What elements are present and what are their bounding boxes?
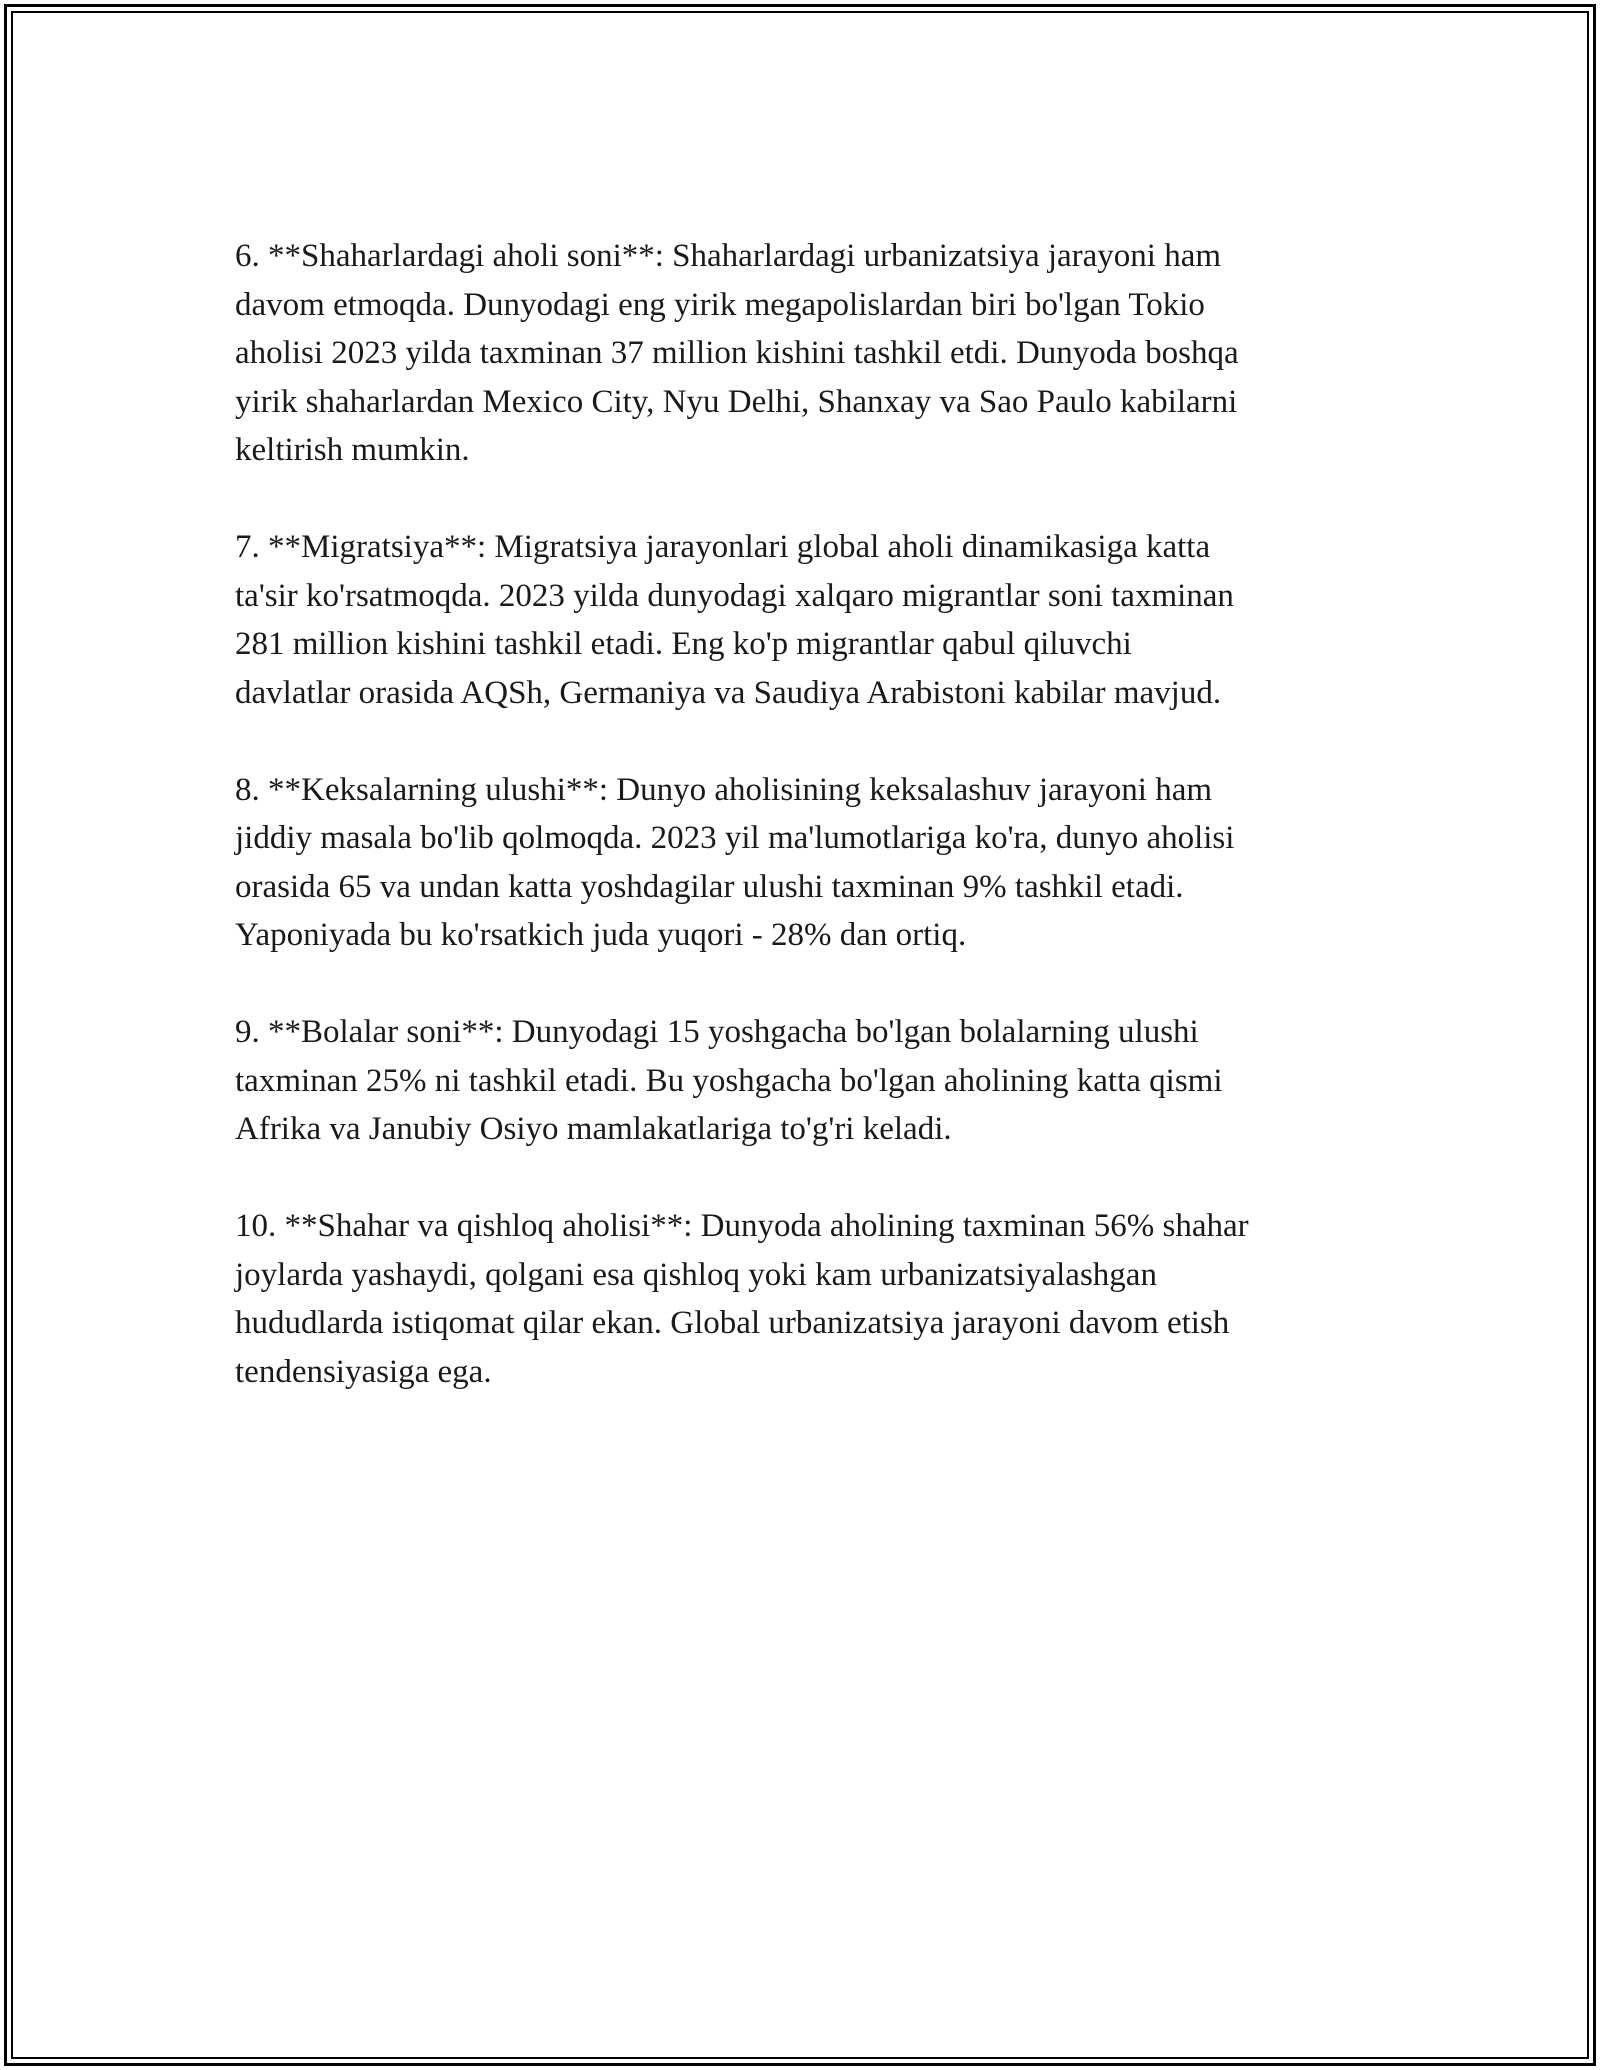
paragraph-children-count: 9. **Bolalar soni**: Dunyodagi 15 yoshgacha bo'lgan bolalarning ulushi taxminan 25% ni tashkil etadi. Bu yoshgacha bo'lgan aholining katta qismi Afrika va Janubiy Osiyo mamlakatlariga to'g'ri keladi. [235,1014,1223,1147]
paragraph-urban-rural-population: 10. **Shahar va qishloq aholisi**: Dunyoda aholining taxminan 56% shahar joylarda yashaydi, qolgani esa qishloq yoki kam urbanizatsiyalashgan hududlarda istiqomat qilar ekan. Global urbanizatsiya jarayoni davom etish tendensiyasiga ega. [235,1208,1249,1390]
paragraph-elderly-share: 8. **Keksalarning ulushi**: Dunyo aholisining keksalashuv jarayoni ham jiddiy masala bo'lib qolmoqda. 2023 yil ma'lumotlariga ko'ra, dunyo aholisi orasida 65 va undan katta yoshdagilar ulushi taxminan 9% tashkil etadi. Yaponiyada bu ko'rsatkich juda yuqori - 28% dan ortiq. [235,771,1235,953]
paragraph-migration: 7. **Migratsiya**: Migratsiya jarayonlari global aholi dinamikasiga katta ta'sir ko'rsatmoqda. 2023 yilda dunyodagi xalqaro migrantlar soni taxminan 281 million kishini tashkil etadi. Eng ko'p migrantlar qabul qiluvchi davlatlar orasida AQSh, Germaniya va Saudiya Arabistoni kabilar mavjud. [235,529,1234,711]
document-body [235,232,1395,1445]
paragraph-urban-population: 6. **Shaharlardagi aholi soni**: Shaharlardagi urbanizatsiya jarayoni ham davom etmoqda. Dunyodagi eng yirik megapolislardan biri bo'lgan Tokio aholisi 2023 yilda taxminan 37 million kishini tashkil etdi. Dunyoda boshqa yirik shaharlardan Mexico City, Nyu Delhi, Shanxay va Sao Paulo kabilarni keltirish mumkin. [235,238,1239,468]
